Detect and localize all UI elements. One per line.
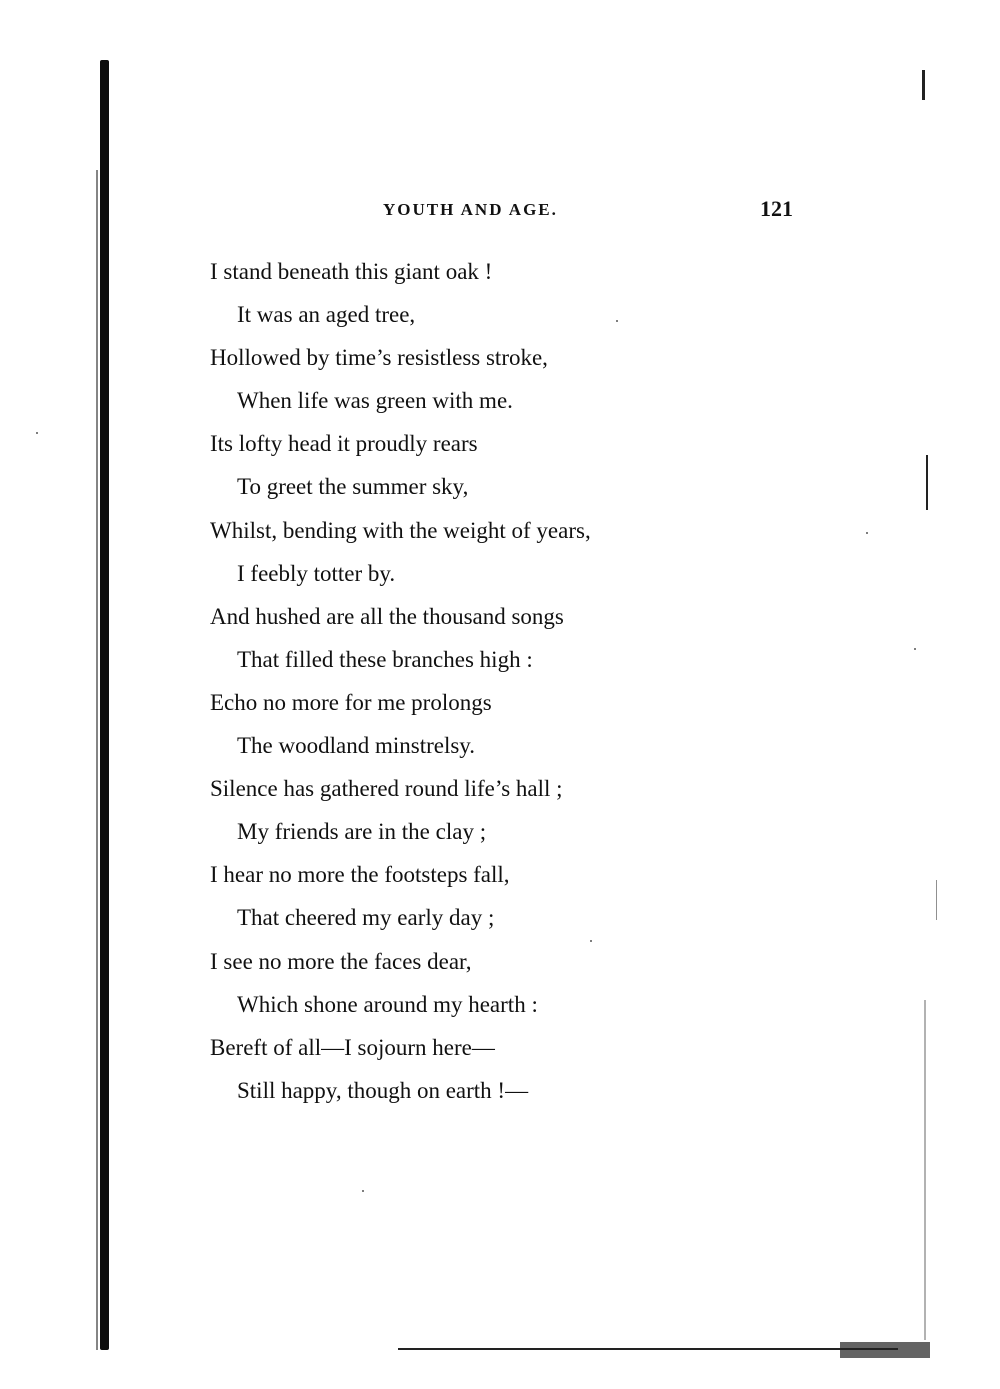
binding-edge [100,60,109,1350]
scan-speck [36,432,38,434]
poem-line: Echo no more for me prolongs [210,689,492,715]
poem-body [210,250,770,1112]
bottom-rule [398,1348,898,1350]
poem-line: It was an aged tree, [237,302,416,328]
poem-line: I hear no more the footsteps fall, [210,862,510,888]
poem-line: Hollowed by time’s resistless stroke, [210,345,548,371]
scan-mark [924,1000,926,1340]
poem-line: Whilst, bending with the weight of years, [210,517,591,543]
scan-speck [362,1190,364,1192]
poem-line: Its lofty head it proudly rears [210,431,478,457]
poem-line: I stand beneath this giant oak ! [210,259,493,284]
scan-mark [926,455,928,510]
poem-line: Silence has gathered round life’s hall ; [210,776,563,802]
poem-line: To greet the summer sky, [237,474,469,500]
scan-speck [914,648,916,650]
scan-speck [590,940,592,942]
poem-line: I feebly totter by. [237,560,396,586]
poem-line: That cheered my early day ; [237,905,495,931]
poem-line: Bereft of all—I sojourn here— [210,1034,495,1060]
poem-line: I see no more the faces dear, [210,948,472,974]
poem-line: My friends are in the clay ; [237,819,487,845]
poem-line: And hushed are all the thousand songs [210,603,564,629]
running-title: YOUTH AND AGE. [383,200,558,219]
scan-speck [616,320,618,322]
scan-mark [922,70,925,100]
scan-speck [866,532,868,534]
poem-line: Which shone around my hearth : [237,991,538,1017]
poem-line: That filled these branches high : [237,646,533,672]
running-head [383,196,793,226]
poem-line: Still happy, though on earth !— [237,1077,529,1103]
binding-shadow [96,170,98,1350]
scan-mark [936,880,937,920]
poem-line: The woodland minstrelsy. [237,733,476,759]
scan-mark [840,1342,930,1358]
poem-line: When life was green with me. [237,388,513,414]
page-number: 121 [760,196,793,221]
